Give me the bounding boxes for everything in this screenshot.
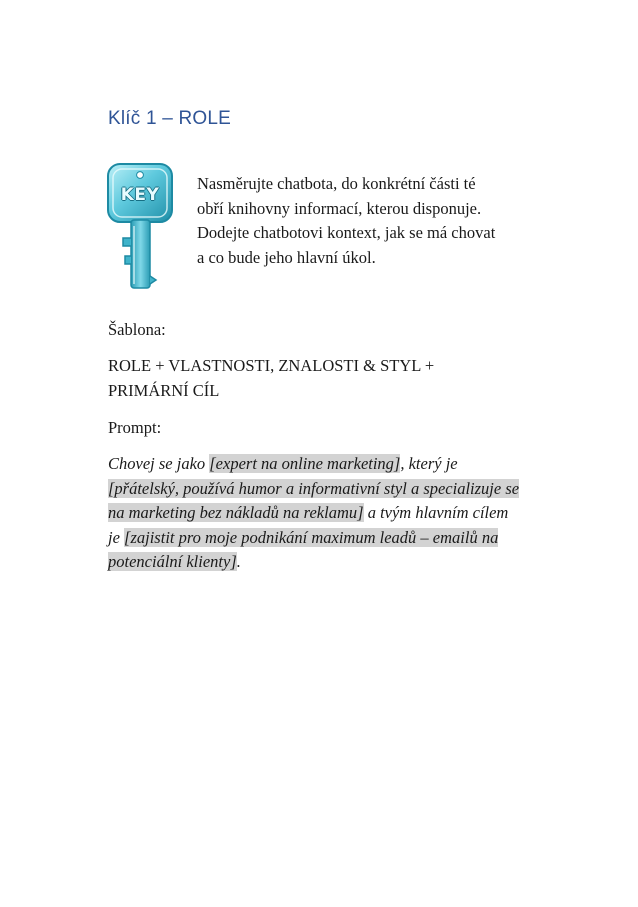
key-label: KEY (120, 185, 160, 205)
prompt-placeholder: potenciální klienty] (108, 552, 237, 571)
prompt-line (108, 526, 548, 551)
prompt-line (108, 501, 548, 526)
intro-line: a co bude jeho hlavní úkol. (197, 247, 376, 267)
prompt-placeholder: [přátelský, používá humor a informativní styl a specializuje se (108, 478, 520, 498)
intro-line: Nasměrujte chatbota, do konkrétní části té (197, 174, 476, 193)
template-line: ROLE + VLASTNOSTI, ZNALOSTI & STYL + (108, 356, 435, 375)
template-label: Šablona: (108, 320, 166, 339)
prompt-text: . (236, 552, 241, 571)
prompt-text: a tvým hlavním cílem (363, 503, 509, 522)
key-icon (104, 160, 176, 296)
prompt-text: je (108, 527, 125, 547)
prompt-line (108, 550, 548, 575)
prompt-placeholder: [expert na online marketing] (209, 454, 401, 473)
prompt-text: Chovej se jako (108, 454, 210, 473)
template-formula (108, 354, 528, 403)
intro-line: Dodejte chatbotovi kontext, jak se má chovat (197, 223, 496, 242)
prompt-placeholder: [zajistit pro moje podnikání maximum leadů – emailů na (124, 527, 499, 547)
prompt-line (108, 477, 548, 502)
prompt-placeholder: na marketing bez nákladů na reklamu] (108, 503, 364, 522)
section-heading: Klíč 1 – ROLE (108, 108, 231, 129)
prompt-line (108, 452, 548, 477)
prompt-label: Prompt: (108, 418, 162, 437)
prompt-text: , který je (400, 454, 458, 473)
prompt-example (108, 452, 548, 575)
intro-line: obří knihovny informací, kterou disponuje. (197, 198, 482, 218)
intro-text (197, 172, 537, 270)
template-line: PRIMÁRNÍ CÍL (108, 380, 220, 400)
